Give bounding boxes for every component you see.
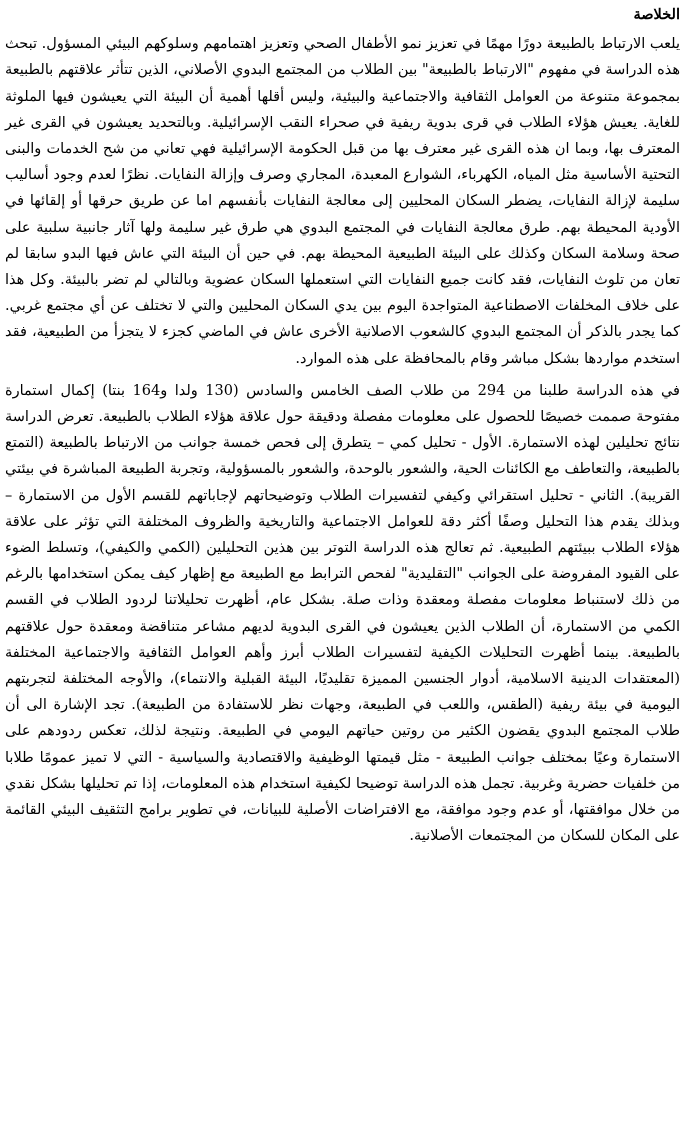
- abstract-paragraph-2: في هذه الدراسة طلبنا من 294 من طلاب الصف الخامس والسادس (130 ولدا و164 بنتا) إكمال استمارة مفتوحة صممت خصيصًا للحصول على معلومات مفصلة ودقيقة حول علاقة هؤلاء الطلاب بالطبيعة. تعرض الدراسة نتائج تحليلين لهذه الاستمارة. الأول - تحليل كمي – يتطرق إلى فحص خمسة جوانب من الارتباط بالطبيعة (التمتع بالطبيعة، والتعاطف مع الكائنات الحية، والشعور بالوحدة، والشعور بالمسؤولية، وتجربة الطبيعة المباشرة في بيئتي القريبة). الثاني - تحليل استقرائي وكيفي لتفسيرات الطلاب وتوضيحاتهم لإجاباتهم للقسم الأول من الاستمارة – وبذلك يقدم هذا التحليل وصفًا أكثر دقة للعوامل الاجتماعية والتاريخية والظروف المختلفة التي تؤثر على علاقة هؤلاء الطلاب ببيئتهم الطبيعية. ثم تعالج هذه الدراسة التوتر بين هذين التحليلين (الكمي والكيفي)، وتسلط الضوء على القيود المفروضة على الجوانب "التقليدية" لفحص الترابط مع الطبيعة مع إظهار كيف يمكن استخدامها بالرغم من ذلك لاستنباط معلومات مفصلة ومعقدة وذات صلة. بشكل عام، أظهرت تحليلاتنا لردود الطلاب في القسم الكمي من الاستمارة، أن الطلاب الذين يعيشون في القرى البدوية لديهم مشاعر متناقضة ومعقدة حول علاقتهم بالطبيعة. بينما أظهرت التحليلات الكيفية لتفسيرات الطلاب أبرز وأهم العوامل الثقافية والاجتماعية المختلفة (المعتقدات الدينية الاسلامية، أدوار الجنسين المميزة تقليديًا، البيئة القبلية والانتماء)، والأوجه المختلفة لتجربتهم اليومية في بيئة ريفية (الطقس، واللعب في الطبيعة، وجهات نظر للاستفادة من الطبيعة). تجد الإشارة الى أن طلاب المجتمع البدوي يقضون الكثير من روتين حياتهم اليومي في الطبيعة. ونتيجة لذلك، تعكس ردودهم على الاستمارة وعيًا بمختلف جوانب الطبيعة - مثل قيمتها الوظيفية والاقتصادية والسياسية - التي لا تميز عمومًا طلابا من خلفيات حضرية وغربية. تجمل هذه الدراسة توضيحا لكيفية استخدام هذه المعلومات، إذا تم تحليلها بشكل نقدي من خلال موافقتها، أو عدم وجود موافقة، مع الافتراضات الأصلية للبيانات، في تطوير برامج التثقيف البيئي القائمة على المكان للسكان من المجتمعات الأصلانية.: [5, 382, 680, 845]
- abstract-paragraph-1: يلعب الارتباط بالطبيعة دورًا مهمًا في تعزيز نمو الأطفال الصحي وتعزيز اهتمامهم وسلوكهم البيئي المسؤول. تبحث هذه الدراسة في مفهوم "الارتباط بالطبيعة" بين الطلاب من المجتمع البدوي الأصلاني، الذين تتأثر علاقتهم بالطبيعة بمجموعة متنوعة من العوامل الثقافية والاجتماعية والبيئية، وليس أقلها أهمية أن البيئة التي يعيشون فيها الملوثة للغاية. يعيش هؤلاء الطلاب في قرى بدوية ريفية في صحراء النقب الإسرائيلية. وبالتحديد يعيشون في القرى غير المعترف بها، وبما ان هذه القرى غير معترف بها من قبل الحكومة الإسرائيلية فهي تعاني من شح الخدمات والبنى التحتية الأساسية مثل المياه، الكهرباء، الشوارع المعبدة، المجاري وصرف وإزالة النفايات. نظرًا لعدم وجود أساليب سليمة لإزالة النفايات، يضطر السكان المحليين إلى معالجة النفايات بأنفسهم اما عن طريق حرقها أو إلقائها في الأودية المحيطة بهم. طرق معالجة النفايات في المجتمع البدوي هي طرق غير سليمة ولها آثار جانبية سلبية على صحة وسلامة السكان وكذلك على البيئة الطبيعية المحيطة بهم. في حين أن البيئة التي عاش فيها البدو سابقا لم تعان من تلوث النفايات، فقد كانت جميع النفايات التي استعملها السكان عضوية وبالتالي لم تضر بالبيئة. وكل هذا على خلاف المخلفات الاصطناعية المتواجدة اليوم بين يدي السكان المحليين والتي لا تختلف عن أي مجتمع غربي. كما يجدر بالذكر أن المجتمع البدوي كالشعوب الاصلانية الأخرى عاش في الماضي كجزء لا يتجزأ من الطبيعية، فقد استخدم مواردها بشكل مباشر وقام بالمحافظة على هذه الموارد.: [5, 36, 680, 367]
- abstract-heading: الخلاصة: [633, 6, 680, 23]
